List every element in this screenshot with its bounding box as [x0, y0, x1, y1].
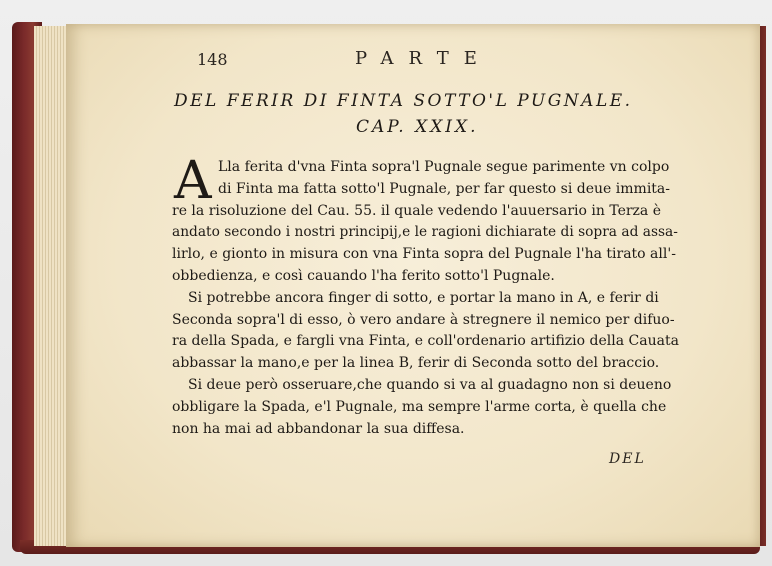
- text-line: abbassar la mano,e per la linea B, ferir di Seconda sotto del braccio.: [172, 355, 660, 372]
- body-text: [172, 151, 682, 440]
- text-line: andato secondo i nostri principij,e le ragioni dichiarate di sopra ad assa-: [172, 224, 678, 241]
- text-line: obbligare la Spada, e'l Pugnale, ma sempre l'arme corta, è quella che: [172, 398, 667, 415]
- text-line: di Finta ma fatta sotto'l Pugnale, per far questo si deue immita-: [218, 180, 670, 197]
- page-number: 148: [197, 50, 228, 69]
- chapter-title: DEL FERIR DI FINTA SOTTO'L PUGNALE.: [174, 91, 633, 111]
- text-line: non ha mai ad abbandonar la sua diffesa.: [172, 420, 465, 437]
- text-line: re la risoluzione del Cau. 55. il quale vedendo l'auuersario in Terza è: [172, 202, 662, 219]
- chapter-number: CAP. XXIX.: [356, 117, 479, 137]
- catchword: DEL: [609, 451, 646, 467]
- text-line: Si deue però osseruare,che quando si va al guadagno non si deueno: [188, 376, 672, 393]
- drop-cap: A: [174, 151, 212, 211]
- running-head: PARTE: [355, 48, 492, 69]
- text-line: obbedienza, e così cauando l'ha ferito sotto'l Pugnale.: [172, 267, 555, 284]
- text-line: Seconda sopra'l di esso, ò vero andare à stregnere il nemico per difuo-: [172, 311, 675, 328]
- text-line: Lla ferita d'vna Finta sopra'l Pugnale segue parimente vn colpo: [218, 159, 670, 175]
- text-line: ra della Spada, e fargli vna Finta, e coll'ordenario artifizio della Cauata: [172, 333, 679, 350]
- text-line: lirlo, e gionto in misura con vna Finta sopra del Pugnale l'ha tirato all'-: [172, 246, 676, 263]
- page-edges: [34, 26, 70, 546]
- text-line: Si potrebbe ancora finger di sotto, e portar la mano in A, e ferir di: [188, 289, 659, 306]
